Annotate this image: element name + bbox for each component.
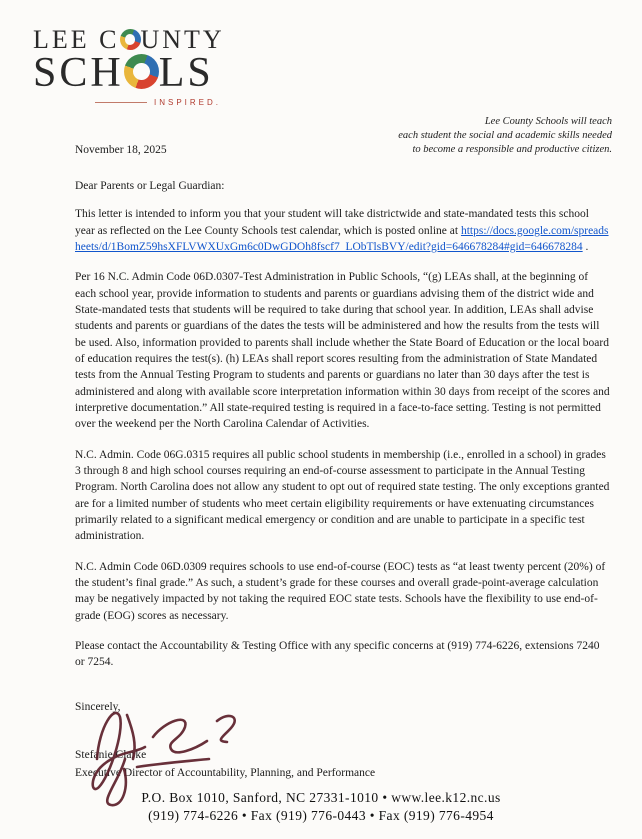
school-logo [33,26,612,107]
footer-address-line: P.O. Box 1010, Sanford, NC 27331-1010 • www.lee.k12.nc.us [141,789,501,805]
motto-line-3: to become a responsible and productive citizen. [412,143,612,155]
test-calendar-link[interactable]: https://docs.google.com/spreadsheets/d/1BomZ59hsXFLVWXUxGm6c0DwGDOh8fscf7_LObTlsBVY/edit?gid=646678284#gid=646678284 [75,224,609,253]
paragraph-admin-code-0315: N.C. Admin. Code 06G.0315 requires all public school students in membership (i.e., enrolled in a school) in grades 3 through 8 and high school courses requiring an end-of-course assessment to participate in the Annual Testing Program. North Carolina does not allow any student to opt out of required state testing. The only exceptions granted are for a limited number of students who meet certain eligibility requirements or have extenuating circumstances primarily related to a significant medical emergency or condition and are unable to participate in a specific test administration. [75,448,610,543]
paragraph-intro [75,206,610,255]
motto-line-2: each student the social and academic skills needed [398,130,612,142]
logo-tagline [95,98,612,107]
paragraph-intro-suffix: . [582,240,589,253]
signer-title: Executive Director of Accountability, Planning, and Performance [75,766,376,779]
tagline-text: INSPIRED. [154,98,222,108]
paragraph-admin-code-0307: Per 16 N.C. Admin Code 06D.0307-Test Administration in Public Schools, “(g) LEAs shall, at the beginning of each school year, provide information to students and parents or guardians advising them of the district wide and State-mandated tests that students will be required to take during that school year. In addition, LEAs shall advise students and parents or guardians of the dates the tests will be administered and how the results from the tests will be used. Also, information provided to parents shall include whether the State Board of Education or the local board of education requires the test(s). (h) LEAs shall report scores resulting from the administration of State Mandated tests from the Annual Testing Program to students and parents or guardians no later than 30 days after the test is administered and along with available score interpretation information within 30 days from receipt of the scores and interpretive documentation.” All state-required testing is required in a face-to-face setting. Testing is not permitted over the weekend per the North Carolina Calendar of Activities. [75,271,610,431]
page-footer [0,789,642,825]
logo-text-lee-c: LEE C [33,25,120,54]
logo-text-sch: SCH [33,50,124,97]
closing-block [75,701,610,779]
motto-line-1: Lee County Schools will teach [484,116,612,128]
salutation: Dear Parents or Legal Guardian: [75,180,225,193]
footer-phone-line: (919) 774-6226 • Fax (919) 776-0443 • Fax (919) 776-4954 [148,807,494,823]
tagline-rule [95,102,147,103]
logo-line2 [33,51,612,95]
logo-compass-large-icon [124,54,159,89]
letter-body [0,144,642,778]
logo-text-ls: LS [158,50,214,97]
paragraph-contact: Please contact the Accountability & Testing Office with any specific concerns at (919) 774-6226, extensions 7240 or 7254. [75,639,600,669]
letter-date: November 18, 2025 [75,144,167,157]
logo-line1 [33,26,612,53]
letterhead [0,0,642,107]
logo-text-unty: UNTY [140,25,225,54]
paragraph-intro-text: This letter is intended to inform you that your student will take districtwide and state-mandated tests this school year as reflected on the Lee County Schools test calendar, which is posted online at [75,208,589,237]
paragraph-admin-code-0309: N.C. Admin Code 06D.0309 requires schools to use end-of-course (EOC) tests as “at least twenty percent (20%) of the student’s final grade.” As such, a student’s grade for these courses and overall grade-point-average calculation may be negatively impacted by not taking the required EOC state tests. Schools have the flexibility to use end-of-grade (EOG) scores as necessary. [75,560,606,622]
logo-compass-small-icon [120,29,141,50]
signer-name: Stefanie Clarke [75,748,147,761]
closing-sincerely: Sincerely, [75,700,121,713]
